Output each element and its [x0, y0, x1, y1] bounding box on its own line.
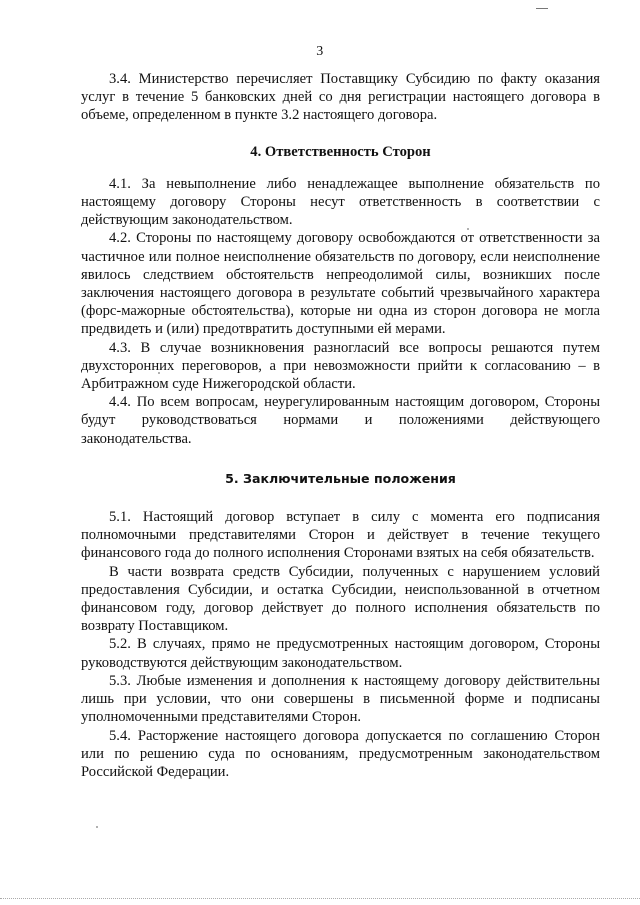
scan-artifact: [536, 8, 548, 9]
page-number: 3: [316, 44, 324, 59]
document-body: [81, 70, 600, 781]
paragraph-4-3: 4.3. В случае возникновения разногласий все вопросы решаются путем двухсторонних переговоров, а при невозможности прийти к согласованию – в Арбитражном суде Нижегородской области.: [81, 339, 600, 393]
paragraph-5-4: 5.4. Расторжение настоящего договора допускается по соглашению Сторон или по решению суда по основаниям, предусмотренным законодательством Российской Федерации.: [81, 727, 600, 780]
paragraph-4-4: 4.4. По всем вопросам, неурегулированным настоящим договором, Стороны будут руководствоваться нормами и положениями действующего законодательства.: [81, 394, 600, 447]
paragraph-5-2: 5.2. В случаях, прямо не предусмотренных настоящим договором, Стороны руководствуются действующим законодательством.: [81, 636, 600, 671]
paragraph-5-1-refund: В части возврата средств Субсидии, полученных с нарушением условий предоставления Субсидии, и остатка Субсидии, неиспользованной в отчетном финансовом году, договор действует до полного исполнения обязательств по возврату Поставщиком.: [81, 563, 600, 635]
scan-artifact: [0, 897, 640, 899]
paragraph-4-2: 4.2. Стороны по настоящему договору освобождаются от ответственности за частичное или полное неисполнение обязательств по договору, если неисполнение явилось следствием обстоятельств непреодолимой силы, возникших после заключения настоящего договора в результате событий чрезвычайного характера (форс-мажорные обстоятельства), которые ни одна из сторон договора не могла предвидеть и (или) предотвратить доступными ей мерами.: [81, 230, 600, 338]
paragraph-5-3: 5.3. Любые изменения и дополнения к настоящему договору действительны лишь при условии, что они совершены в письменной форме и подписаны уполномоченными представителями Сторон.: [81, 672, 600, 726]
section-5-title: 5. Заключительные положения: [225, 470, 456, 486]
paragraph-4-1: 4.1. За невыполнение либо ненадлежащее выполнение обязательств по настоящему договору Стороны несут ответственность в соответствии с действующим законодательством.: [81, 175, 600, 229]
paragraph-5-1: 5.1. Настоящий договор вступает в силу с момента его подписания полномочными представителями Сторон и действует в течение текущего финансового года до полного исполнения Сторонами взятых на себя обязательств.: [81, 509, 600, 562]
section-4-title: 4. Ответственность Сторон: [250, 143, 431, 160]
paragraph-3-4: 3.4. Министерство перечисляет Поставщику Субсидию по факту оказания услуг в течение 5 банковских дней со дня регистрации настоящего договора в объеме, определенном в пункте 3.2 настоящего договора.: [81, 71, 600, 124]
scan-artifact: [96, 826, 98, 828]
